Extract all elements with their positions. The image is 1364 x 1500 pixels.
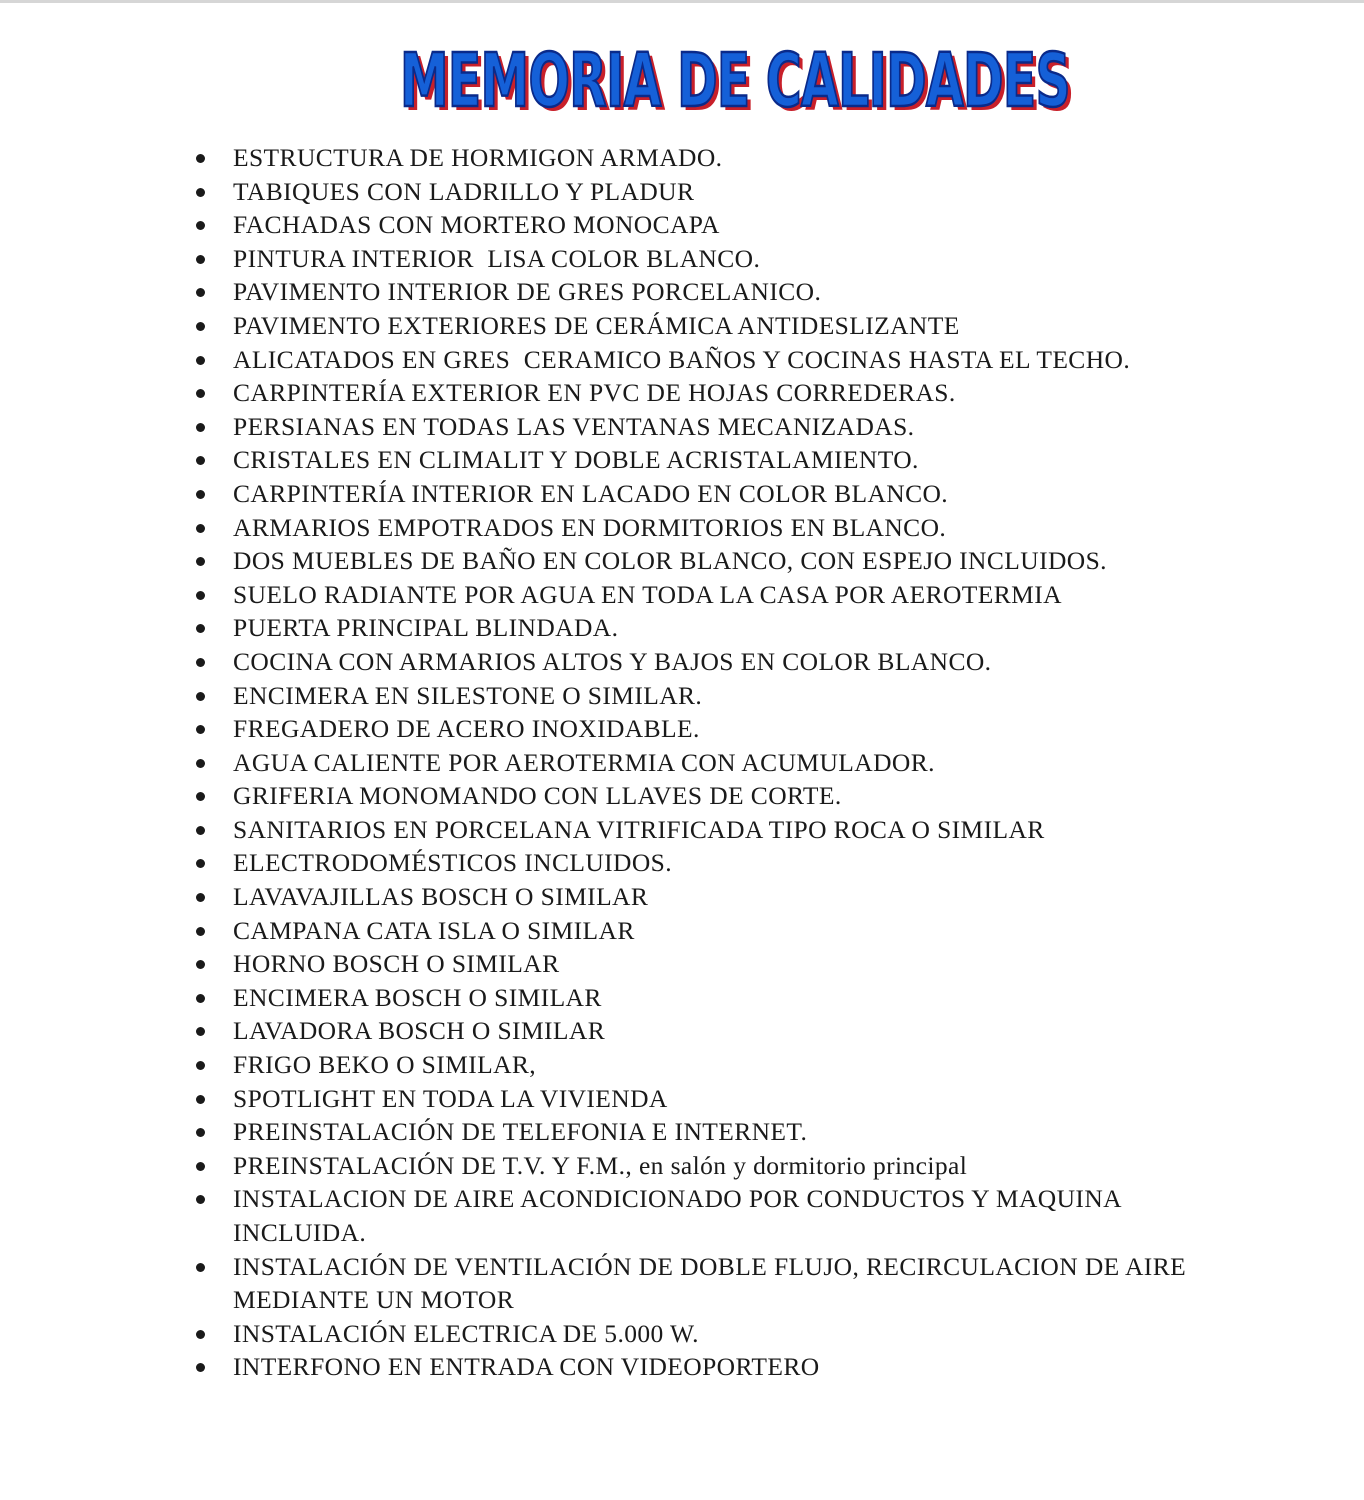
list-item [190, 1048, 1190, 1082]
list-item [190, 947, 1190, 981]
list-item [190, 376, 1190, 410]
list-item-text: INSTALACIÓN ELECTRICA DE 5.000 W. [233, 1318, 699, 1348]
list-item [190, 275, 1190, 309]
list-item-text: ARMARIOS EMPOTRADOS EN DORMITORIOS EN BLANCO. [233, 512, 947, 542]
bullet-icon [196, 994, 205, 1003]
list-item-text: ENCIMERA EN SILESTONE O SIMILAR. [233, 680, 703, 710]
bullet-icon [196, 792, 205, 801]
list-item-text: LAVADORA BOSCH O SIMILAR [233, 1016, 606, 1046]
bullet-icon [196, 692, 205, 701]
list-item [190, 981, 1190, 1015]
list-item-text: CRISTALES EN CLIMALIT Y DOBLE ACRISTALAMIENTO. [233, 445, 919, 475]
list-item [190, 1182, 1190, 1249]
bullet-icon [196, 288, 205, 297]
list-item [190, 1350, 1190, 1384]
list-item-text: SUELO RADIANTE POR AGUA EN TODA LA CASA POR AEROTERMIA [233, 579, 1062, 609]
qualities-list [190, 141, 1193, 1384]
bullet-icon [196, 960, 205, 969]
list-item [190, 175, 1190, 209]
bullet-icon [196, 1128, 205, 1137]
list-item [190, 1115, 1190, 1149]
list-item-text: PAVIMENTO EXTERIORES DE CERÁMICA ANTIDESLIZANTE [233, 310, 960, 340]
list-item-text: SANITARIOS EN PORCELANA VITRIFICADA TIPO ROCA O SIMILAR [233, 814, 1045, 844]
title-wordart [390, 32, 1080, 122]
list-item-text: PREINSTALACIÓN DE T.V. Y F.M., en salón y dormitorio principal [233, 1150, 968, 1180]
list-item [190, 712, 1190, 746]
bullet-icon [196, 927, 205, 936]
page-title [390, 32, 1080, 122]
list-item-text: INSTALACIÓN DE VENTILACIÓN DE DOBLE FLUJO, RECIRCULACION DE AIRE MEDIANTE UN MOTOR [233, 1251, 1193, 1315]
list-item [190, 511, 1190, 545]
list-item-text: ENCIMERA BOSCH O SIMILAR [233, 982, 602, 1012]
list-item-text: CARPINTERÍA EXTERIOR EN PVC DE HOJAS CORREDERAS. [233, 378, 956, 408]
list-item-text: TABIQUES CON LADRILLO Y PLADUR [233, 176, 695, 206]
bullet-icon [196, 1061, 205, 1070]
list-item-text: GRIFERIA MONOMANDO CON LLAVES DE CORTE. [233, 781, 842, 811]
list-item [190, 443, 1190, 477]
bullet-icon [196, 591, 205, 600]
bullet-icon [196, 389, 205, 398]
bullet-icon [196, 658, 205, 667]
list-item [190, 242, 1190, 276]
list-item-text: HORNO BOSCH O SIMILAR [233, 949, 560, 979]
list-item [190, 1149, 1190, 1183]
bullet-icon [196, 1095, 205, 1104]
list-item-text: FACHADAS CON MORTERO MONOCAPA [233, 210, 720, 240]
list-item [190, 779, 1190, 813]
list-item [190, 914, 1190, 948]
list-item-text: ALICATADOS EN GRES CERAMICO BAÑOS Y COCINAS HASTA EL TECHO. [233, 344, 1131, 374]
list-item-text: FREGADERO DE ACERO INOXIDABLE. [233, 714, 700, 744]
bullet-icon [196, 759, 205, 768]
list-item-text: PREINSTALACIÓN DE TELEFONIA E INTERNET. [233, 1117, 808, 1147]
list-item [190, 679, 1190, 713]
bullet-icon [196, 1363, 205, 1372]
list-item [190, 611, 1190, 645]
bullet-icon [196, 624, 205, 633]
list-item-text: COCINA CON ARMARIOS ALTOS Y BAJOS EN COLOR BLANCO. [233, 646, 992, 676]
list-item-text: CAMPANA CATA ISLA O SIMILAR [233, 915, 635, 945]
bullet-icon [196, 1027, 205, 1036]
bullet-icon [196, 423, 205, 432]
list-item-text: FRIGO BEKO O SIMILAR, [233, 1050, 537, 1080]
list-item-text: ELECTRODOMÉSTICOS INCLUIDOS. [233, 848, 673, 878]
bullet-icon [196, 490, 205, 499]
bullet-icon [196, 1263, 205, 1272]
bullet-icon [196, 1195, 205, 1204]
list-item-text: DOS MUEBLES DE BAÑO EN COLOR BLANCO, CON ESPEJO INCLUIDOS. [233, 546, 1107, 576]
bullet-icon [196, 557, 205, 566]
bullet-icon [196, 1330, 205, 1339]
bullet-icon [196, 859, 205, 868]
list-item [190, 208, 1190, 242]
bullet-icon [196, 188, 205, 197]
list-item-text: PERSIANAS EN TODAS LAS VENTANAS MECANIZADAS. [233, 411, 915, 441]
bullet-icon [196, 221, 205, 230]
list-item-text: CARPINTERÍA INTERIOR EN LACADO EN COLOR BLANCO. [233, 478, 949, 508]
bullet-icon [196, 725, 205, 734]
list-item-text: LAVAVAJILLAS BOSCH O SIMILAR [233, 882, 649, 912]
list-item [190, 309, 1190, 343]
list-item [190, 1317, 1190, 1351]
list-item-text: PUERTA PRINCIPAL BLINDADA. [233, 613, 619, 643]
bullet-icon [196, 893, 205, 902]
list-item [190, 578, 1190, 612]
list-item [190, 645, 1190, 679]
list-item [190, 880, 1190, 914]
list-item-text: SPOTLIGHT EN TODA LA VIVIENDA [233, 1083, 668, 1113]
bullet-icon [196, 356, 205, 365]
list-item [190, 1014, 1190, 1048]
bullet-icon [196, 456, 205, 465]
bullet-icon [196, 154, 205, 163]
bullet-icon [196, 255, 205, 264]
list-item [190, 746, 1190, 780]
list-item [190, 1082, 1190, 1116]
list-item-text: AGUA CALIENTE POR AEROTERMIA CON ACUMULADOR. [233, 747, 935, 777]
bullet-icon [196, 322, 205, 331]
bullet-icon [196, 1162, 205, 1171]
list-item-text: INSTALACION DE AIRE ACONDICIONADO POR CONDUCTOS Y MAQUINA INCLUIDA. [233, 1184, 1128, 1247]
bullet-icon [196, 826, 205, 835]
bullet-icon [196, 524, 205, 533]
title-text: MEMORIA DE CALIDADES [400, 38, 1070, 122]
list-item-text: PINTURA INTERIOR LISA COLOR BLANCO. [233, 243, 761, 273]
list-item [190, 410, 1190, 444]
list-item [190, 544, 1190, 578]
list-item [190, 846, 1190, 880]
list-item [190, 813, 1190, 847]
list-item-text: PAVIMENTO INTERIOR DE GRES PORCELANICO. [233, 277, 822, 307]
list-item [190, 343, 1190, 377]
list-item [190, 477, 1190, 511]
list-item-text: ESTRUCTURA DE HORMIGON ARMADO. [233, 143, 723, 172]
title-shadow: MEMORIA DE CALIDADES [404, 42, 1074, 122]
list-item [190, 1250, 1193, 1317]
list-item-text: INTERFONO EN ENTRADA CON VIDEOPORTERO [233, 1352, 820, 1382]
list-item [190, 141, 1190, 175]
